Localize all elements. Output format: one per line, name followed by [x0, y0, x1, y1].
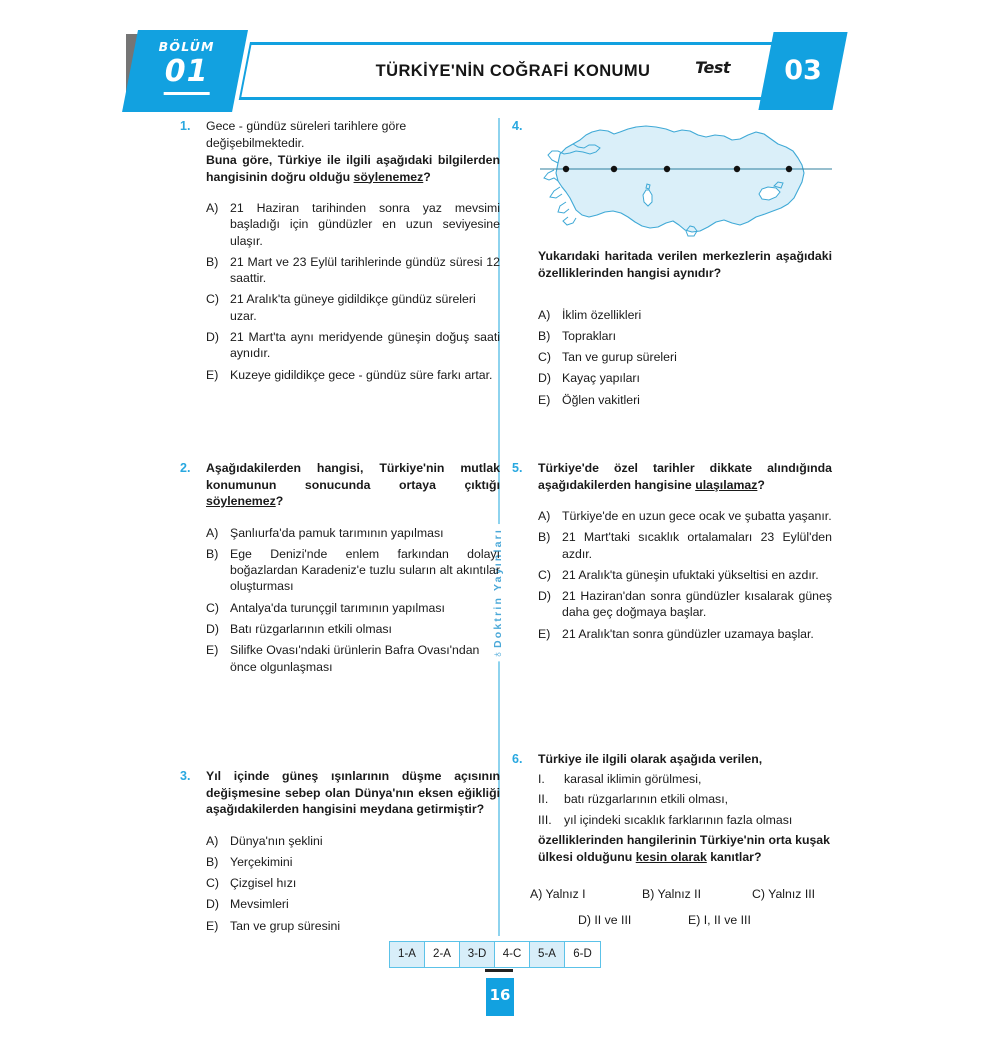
question-5: [512, 460, 832, 647]
question-6-tail-a: özelliklerinden hangilerinin Türkiye'nin orta kuşak ülkesi olduğunu: [538, 833, 830, 864]
option-key: B): [206, 546, 219, 561]
roman-text: yıl içindeki sıcaklık farklarının fazla olması: [564, 812, 793, 827]
turkey-map-svg: [540, 118, 832, 240]
roman-key: II.: [538, 792, 549, 806]
option-key: B): [538, 328, 551, 343]
question-2-stem: [206, 460, 500, 510]
page-number: 16: [486, 978, 514, 1016]
question-3-option-d[interactable]: [206, 896, 500, 912]
option-text: Antalya'da turunçgil tarımının yapılması: [230, 600, 445, 615]
question-4-stem: Yukarıdaki haritada verilen merkezlerin aşağıdaki özelliklerinden hangisi aynıdır?: [538, 249, 832, 280]
question-2-option-c[interactable]: [206, 600, 500, 616]
answer-key-cell-5: 5-A: [530, 942, 565, 967]
question-5-number: 5.: [512, 461, 523, 475]
option-text: Toprakları: [562, 328, 616, 343]
option-text: Silifke Ovası'ndaki ürünlerin Bafra Ovası'ndan önce olgunlaşması: [230, 643, 480, 674]
option-key: B): [206, 854, 219, 869]
map-center-dot-1: [563, 166, 569, 172]
map-center-dot-5: [786, 166, 792, 172]
question-6: [512, 751, 832, 927]
question-3-option-b[interactable]: [206, 854, 500, 870]
roman-item-3: [538, 812, 832, 829]
option-text: İklim özellikleri: [562, 307, 642, 322]
option-text: 21 Haziran'dan sonra gündüzler kısalarak güneş daha geç doğmaya başlar.: [562, 589, 832, 620]
chapter-underline: [164, 92, 210, 95]
publisher-name: Doktrin Yayınları: [490, 524, 506, 652]
option-text: 21 Aralık'ta güneye gidildikçe gündüz süreleri uzar.: [230, 292, 476, 323]
map-center-dot-3: [664, 166, 670, 172]
question-3-head: [180, 768, 500, 818]
option-key: B): [538, 530, 551, 545]
option-key: A): [538, 509, 551, 523]
question-6-tail-b: kanıtlar?: [706, 849, 762, 864]
roman-text: karasal iklimin görülmesi,: [564, 771, 702, 786]
question-6-head: [512, 751, 832, 768]
question-3-options: [206, 833, 500, 934]
option-key: E): [538, 626, 551, 641]
question-1-option-c[interactable]: [206, 291, 500, 324]
test-number: 03: [784, 55, 822, 86]
question-1-option-b[interactable]: [206, 254, 500, 287]
question-2-stem-bold-b: ?: [275, 494, 284, 508]
question-1-stem-keyword: söylenemez: [353, 169, 424, 184]
option-key: A): [538, 307, 551, 322]
answer-key-cell-6: 6-D: [565, 942, 600, 967]
question-6-option-a[interactable]: A) Yalnız I: [530, 887, 586, 901]
question-1-option-e[interactable]: [206, 367, 500, 383]
question-6-option-c[interactable]: C) Yalnız III: [752, 887, 816, 901]
header-title-wrap: [256, 42, 816, 100]
question-5-head: [512, 460, 832, 493]
question-3-option-c[interactable]: [206, 875, 500, 891]
chapter-badge: [122, 30, 248, 112]
option-text: Mevsimleri: [230, 897, 289, 912]
map-center-dot-2: [611, 166, 617, 172]
option-key: C): [206, 876, 219, 891]
answer-key-underline: [485, 969, 513, 972]
answer-key-cell-3: 3-D: [460, 942, 495, 967]
option-text: 21 Aralık'ta güneşin ufuktaki yükseltisi en azdır.: [562, 567, 819, 582]
option-key: A): [206, 525, 219, 540]
question-3: [180, 768, 500, 939]
question-2-option-b[interactable]: [206, 546, 500, 595]
option-text: Kayaç yapıları: [562, 371, 640, 386]
question-1-stem-bold-b: ?: [423, 169, 431, 184]
option-key: C): [206, 292, 219, 307]
option-text: 21 Haziran tarihinden sonra yaz mevsimi başladığı için gündüzler en uzun seviyesine ulaşır.: [230, 201, 500, 248]
option-key: D): [538, 371, 551, 386]
question-6-tail-keyword: kesin olarak: [635, 849, 707, 864]
option-text: Kuzeye gidildikçe gece - gündüz süre farkı artar.: [230, 367, 493, 382]
question-6-option-d[interactable]: D) II ve III: [578, 913, 632, 927]
question-4-option-b[interactable]: [538, 328, 832, 344]
question-2-head: [180, 460, 500, 510]
answer-key: [389, 941, 601, 968]
roman-key: III.: [538, 812, 552, 827]
question-5-stem-bold-b: ?: [757, 477, 765, 492]
question-4-option-e[interactable]: [538, 392, 832, 408]
question-4-option-d[interactable]: [538, 370, 832, 386]
option-key: E): [206, 367, 219, 382]
option-key: D): [206, 330, 219, 345]
page-header: [126, 30, 826, 102]
question-2-option-e[interactable]: [206, 642, 500, 675]
option-text: Çizgisel hızı: [230, 876, 297, 891]
question-5-stem-bold: [538, 460, 832, 493]
option-text: 21 Mart ve 23 Eylül tarihlerinde gündüz süresi 12 saattir.: [230, 254, 500, 286]
question-6-tail: [538, 832, 832, 865]
option-key: D): [206, 897, 219, 912]
question-1-stem-bold-a: Buna göre, Türkiye ile ilgili aşağıdaki bilgilerden hangisinin doğru olduğu: [206, 153, 500, 184]
option-key: A): [206, 833, 219, 848]
question-5-option-b[interactable]: [538, 529, 832, 562]
option-text: 21 Mart'ta aynı meridyende güneşin doğuş saati aynıdır.: [230, 330, 500, 361]
question-2-stem-keyword: söylenemez: [206, 494, 276, 508]
question-1-stem-bold: [206, 152, 500, 185]
question-1-option-a[interactable]: [206, 200, 500, 249]
option-key: E): [538, 392, 551, 407]
question-1-number: 1.: [180, 119, 191, 133]
question-4-options: [538, 307, 832, 408]
option-key: D): [538, 589, 551, 604]
question-3-option-e[interactable]: [206, 918, 500, 934]
chapter-number: 01: [164, 54, 209, 89]
question-4-number: 4.: [512, 119, 523, 133]
question-5-stem: [538, 460, 832, 493]
question-1: [180, 118, 500, 388]
page-title: TÜRKİYE'NİN COĞRAFİ KONUMU: [375, 61, 651, 80]
question-4-option-c[interactable]: [538, 349, 832, 365]
option-text: Ege Denizi'nde enlem farkından dolayı boğazlardan Karadeniz'e tuzlu suların alt akıntılar oluşturması: [230, 546, 500, 594]
roman-item-2: [538, 791, 832, 808]
question-2-stem-bold: [206, 460, 500, 510]
option-key: A): [206, 201, 219, 215]
option-text: Türkiye'de en uzun gece ocak ve şubatta yaşanır.: [562, 509, 832, 523]
question-5-options: [538, 508, 832, 642]
question-1-head: [180, 118, 500, 185]
question-5-stem-bold-a: Türkiye'de özel tarihler dikkate alındığında aşağıdakilerden hangisine: [538, 461, 832, 492]
question-6-option-e[interactable]: E) I, II ve III: [688, 913, 751, 927]
question-1-options: [206, 200, 500, 383]
question-2-option-d[interactable]: [206, 621, 500, 637]
question-6-options: [530, 887, 832, 927]
option-key: D): [206, 621, 219, 636]
test-number-badge: [758, 32, 847, 110]
option-key: C): [538, 567, 551, 582]
question-4: [512, 118, 832, 413]
question-3-stem-bold: Yıl içinde güneş ışınlarının düşme açısının değişmesine sebep olan Dünya'nın eksen eğikliği aşağıdakilerden hangisini meydana getirmiştir?: [206, 769, 500, 816]
question-3-option-a[interactable]: [206, 833, 500, 849]
answer-key-cell-4: 4-C: [495, 942, 530, 967]
question-5-option-d[interactable]: [538, 588, 832, 621]
option-text: Tan ve gurup süreleri: [562, 350, 677, 365]
question-6-number: 6.: [512, 752, 523, 766]
option-text: Tan ve grup süresini: [230, 918, 341, 933]
question-4-option-a[interactable]: [538, 307, 832, 323]
question-5-option-e[interactable]: [538, 626, 832, 642]
question-6-options-row-1: [530, 887, 832, 901]
roman-key: I.: [538, 771, 545, 786]
question-3-number: 3.: [180, 769, 191, 783]
test-word: Test: [695, 58, 730, 77]
question-5-option-c[interactable]: [538, 567, 832, 583]
question-6-stem-bold: Türkiye ile ilgili olarak aşağıda verilen,: [538, 752, 763, 766]
option-text: Yerçekimini: [230, 854, 293, 869]
roman-text: batı rüzgarlarının etkili olması,: [564, 792, 729, 806]
question-5-stem-keyword: ulaşılamaz: [695, 477, 758, 492]
question-1-option-d[interactable]: [206, 329, 500, 362]
question-3-stem: [206, 768, 500, 818]
question-5-option-a[interactable]: [538, 508, 832, 524]
question-6-option-b[interactable]: B) Yalnız II: [642, 887, 702, 901]
question-2-option-a[interactable]: [206, 525, 500, 541]
question-1-stem: [206, 118, 500, 185]
option-key: C): [538, 350, 551, 365]
answer-key-cell-1: 1-A: [390, 942, 425, 967]
answer-key-cell-2: 2-A: [425, 942, 460, 967]
turkey-map-figure: [540, 118, 832, 240]
question-6-roman-list: [538, 771, 832, 829]
question-1-stem-plain: Gece - gündüz süreleri tarihlere göre değişebilmektedir.: [206, 119, 407, 150]
option-text: Öğlen vakitleri: [562, 392, 640, 407]
question-6-stem: [538, 751, 832, 768]
option-key: C): [206, 600, 219, 615]
option-text: Dünya'nın şeklini: [230, 833, 323, 848]
map-center-dot-4: [734, 166, 740, 172]
option-key: E): [206, 643, 219, 658]
question-2-stem-bold-a: Aşağıdakilerden hangisi, Türkiye'nin mutlak konumunun sonucunda ortaya çıktığı: [206, 461, 500, 492]
question-2-options: [206, 525, 500, 675]
publisher-logo-icon: ♁: [489, 649, 505, 660]
option-key: B): [206, 254, 219, 269]
question-2-number: 2.: [180, 461, 191, 475]
option-key: E): [206, 918, 219, 933]
chapter-label: BÖLÜM: [158, 39, 215, 54]
question-6-options-row-2: [530, 913, 832, 927]
option-text: Batı rüzgarlarının etkili olması: [230, 621, 392, 636]
option-text: Şanlıurfa'da pamuk tarımının yapılması: [230, 525, 444, 540]
question-2: [180, 460, 500, 680]
roman-item-1: [538, 771, 832, 788]
option-text: 21 Mart'taki sıcaklık ortalamaları 23 Eylül'den azdır.: [562, 530, 832, 561]
option-text: 21 Aralık'tan sonra gündüzler uzamaya başlar.: [562, 626, 814, 641]
